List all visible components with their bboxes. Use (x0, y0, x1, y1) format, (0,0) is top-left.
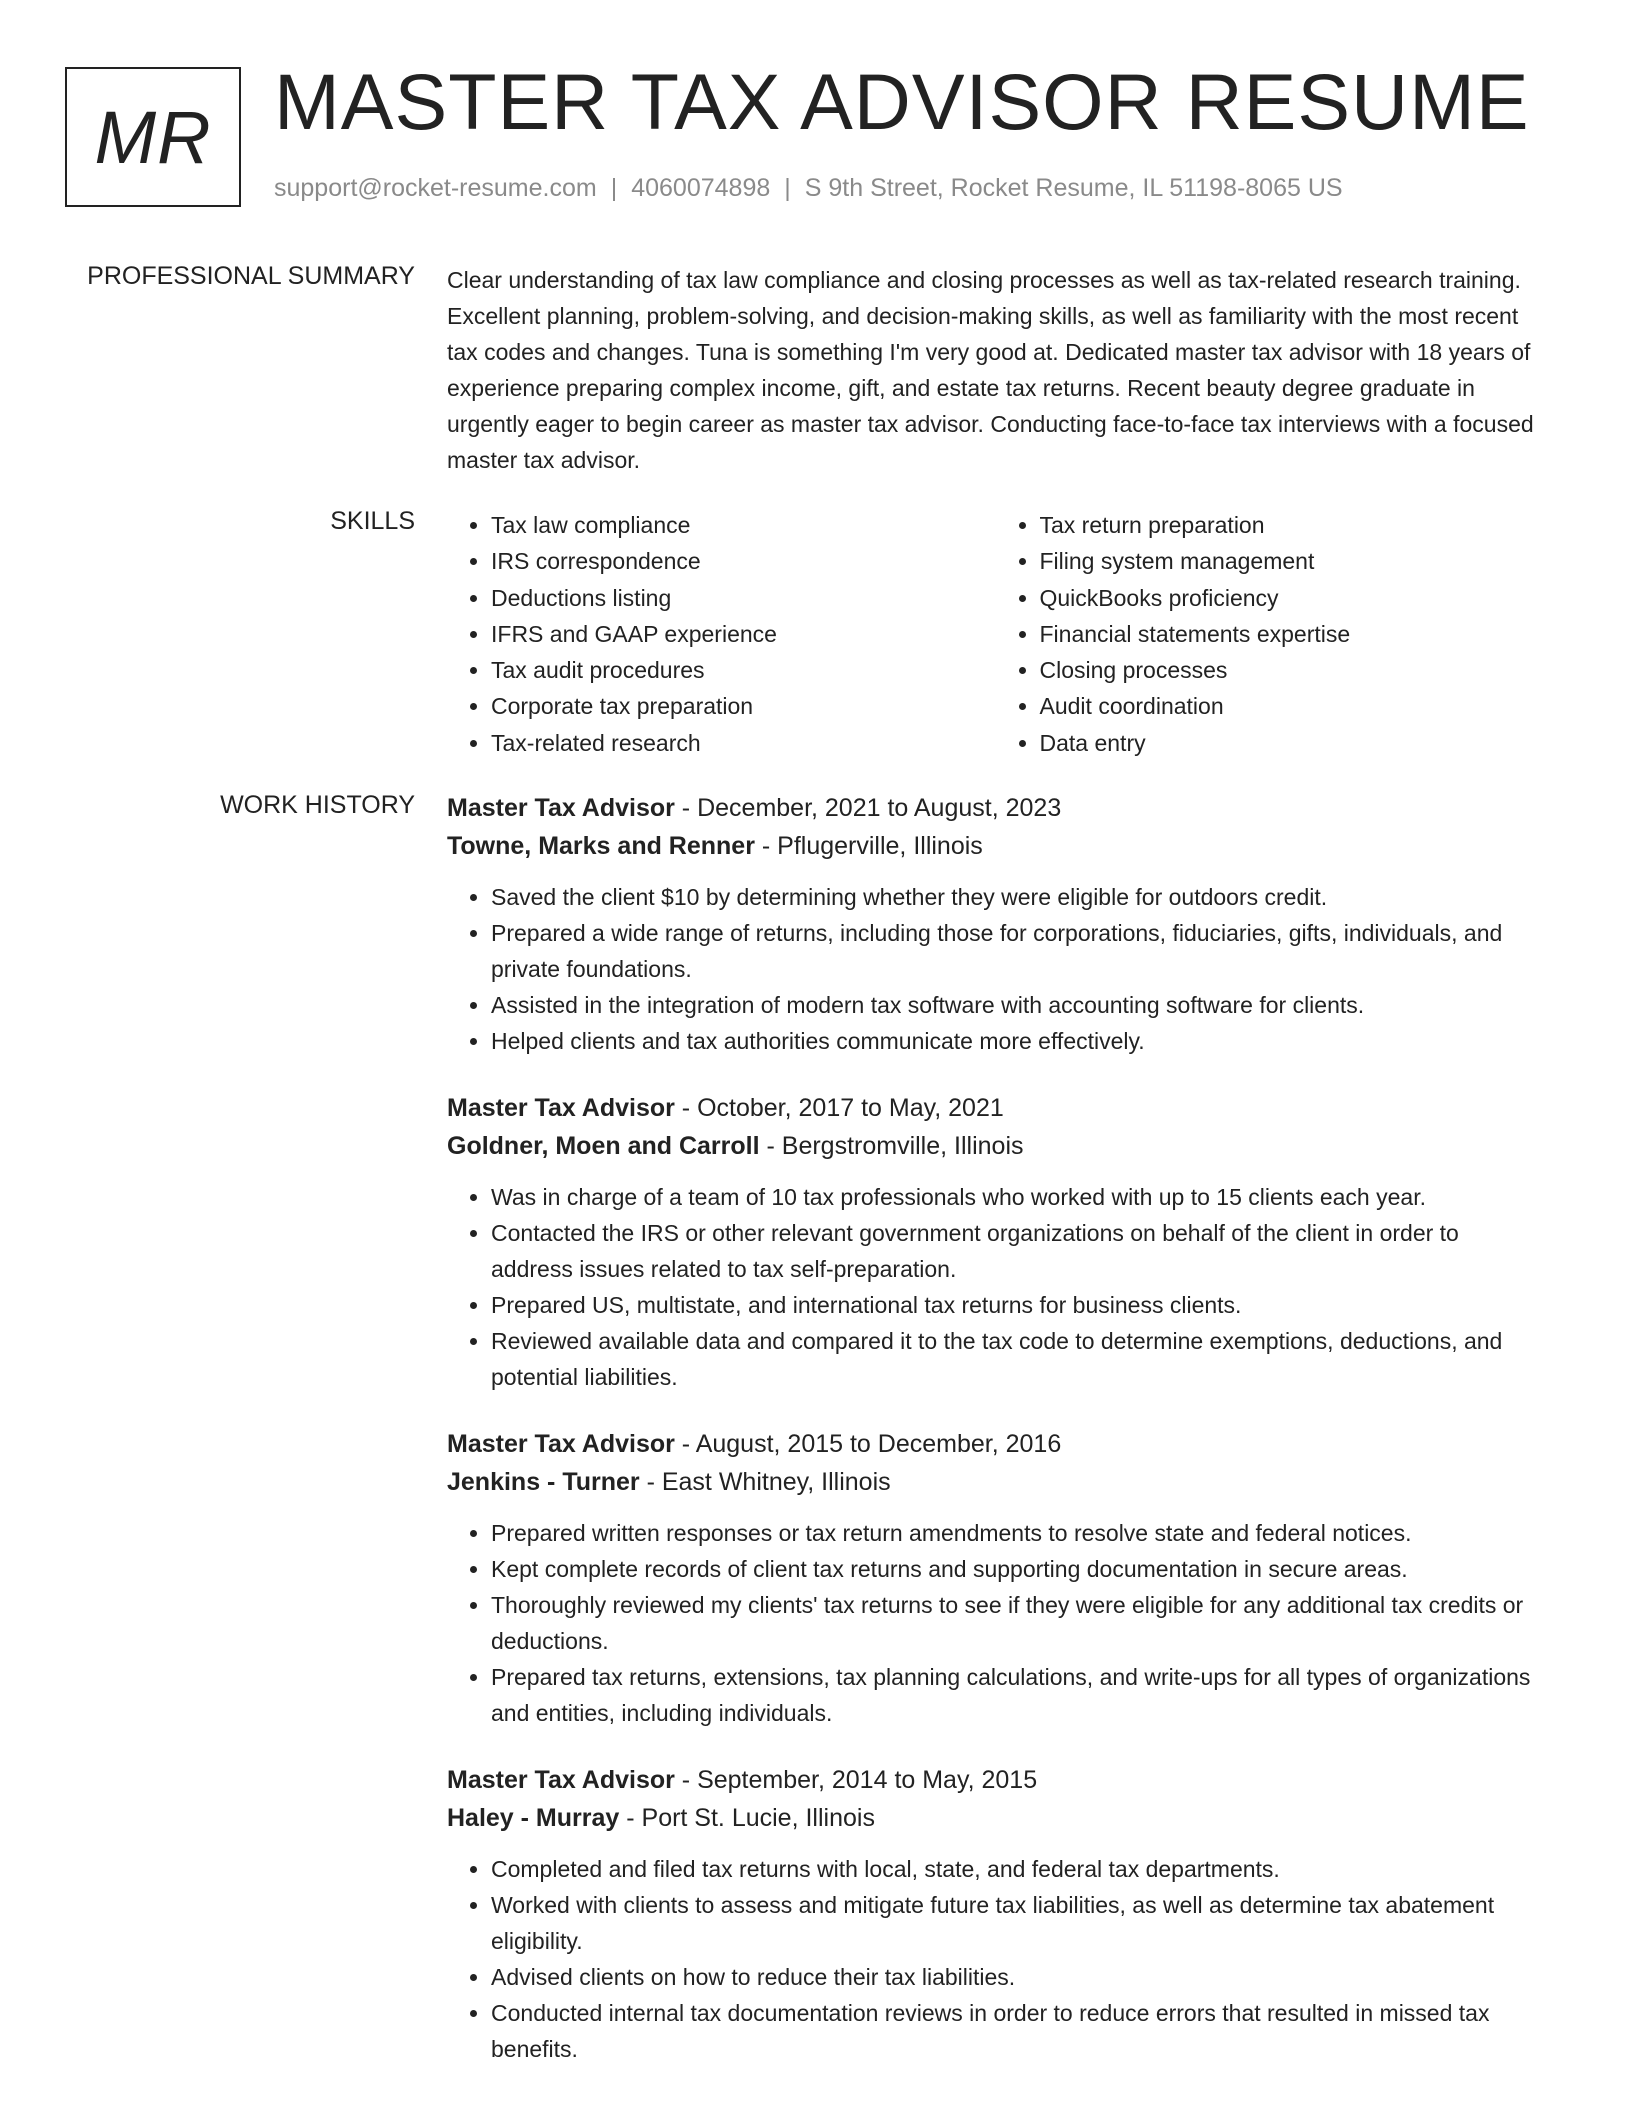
monogram-box (65, 67, 241, 207)
job-bullet-list (447, 1515, 1544, 1731)
job-dates: - October, 2017 to May, 2021 (674, 1094, 1004, 1122)
job-title-line (447, 1089, 1544, 1127)
job-bullet: • Saved the client $10 by determining whether they were eligible for outdoors credit. (491, 879, 1544, 915)
skills-heading: SKILLS (330, 507, 415, 535)
skill-item: • Tax-related research (491, 725, 996, 761)
work-history-heading: WORK HISTORY (220, 791, 415, 819)
skill-item: • Data entry (1040, 725, 1545, 761)
job-bullet: • Reviewed available data and compared it to the tax code to determine exemptions, deductions, and potential liabilities. (491, 1323, 1544, 1395)
summary-heading: PROFESSIONAL SUMMARY (87, 262, 415, 290)
job-location: - Port St. Lucie, Illinois (619, 1804, 875, 1832)
job-location: - East Whitney, Illinois (639, 1468, 891, 1496)
job-company-line (447, 1127, 1544, 1165)
job-bullet: • Advised clients on how to reduce their tax liabilities. (491, 1959, 1544, 1995)
job-company-line (447, 1463, 1544, 1501)
job-entry (447, 1761, 1544, 2067)
skills-list-left (447, 507, 996, 761)
skill-item: • Deductions listing (491, 580, 996, 616)
summary-text: Clear understanding of tax law compliance and closing processes as well as tax-related research training. Excellent planning, problem-solving, and decision-making skills, as well as familiarity with the most recent tax codes and changes. Tuna is something I'm very good at. Dedicated master tax advisor with 18 years of experience preparing complex income, gift, and estate tax returns. Recent beauty degree graduate in urgently eager to begin career as master tax advisor. Conducting face-to-face tax interviews with a focused master tax advisor. (447, 267, 1534, 473)
job-role: Master Tax Advisor (447, 1766, 675, 1794)
job-title-line (447, 789, 1544, 827)
job-entry (447, 1089, 1544, 1395)
skill-item: • Tax return preparation (1040, 507, 1545, 543)
skill-item: • Audit coordination (1040, 688, 1545, 724)
contact-separator: | (610, 174, 618, 202)
job-bullet: • Contacted the IRS or other relevant government organizations on behalf of the client in order to address issues related to tax self-preparation. (491, 1215, 1544, 1287)
job-bullet: • Prepared a wide range of returns, including those for corporations, fiduciaries, gifts, individuals, and private foundations. (491, 915, 1544, 987)
job-bullet-list (447, 879, 1544, 1059)
job-bullet: • Prepared tax returns, extensions, tax planning calculations, and write-ups for all types of organizations and entities, including individuals. (491, 1659, 1544, 1731)
job-list (447, 789, 1544, 2097)
contact-phone: 4060074898 (631, 174, 771, 202)
job-location: - Pflugerville, Illinois (754, 832, 983, 860)
job-bullet: • Assisted in the integration of modern tax software with accounting software for clients. (491, 987, 1544, 1023)
skills-list-right (996, 507, 1545, 761)
skill-item: • Tax law compliance (491, 507, 996, 543)
skill-item: • IRS correspondence (491, 543, 996, 579)
job-bullet: • Conducted internal tax documentation reviews in order to reduce errors that resulted in missed tax benefits. (491, 1995, 1544, 2067)
skill-item: • Tax audit procedures (491, 652, 996, 688)
job-company-line (447, 1799, 1544, 1837)
job-role: Master Tax Advisor (447, 794, 675, 822)
contact-address: S 9th Street, Rocket Resume, IL 51198-8065 US (804, 174, 1343, 202)
skill-item: • Corporate tax preparation (491, 688, 996, 724)
job-company-line (447, 827, 1544, 865)
job-entry (447, 789, 1544, 1059)
job-bullet-list (447, 1179, 1544, 1395)
skill-item: • IFRS and GAAP experience (491, 616, 996, 652)
skill-item: • Closing processes (1040, 652, 1545, 688)
monogram-initials: MR (94, 95, 212, 179)
job-bullet: • Kept complete records of client tax returns and supporting documentation in secure areas. (491, 1551, 1544, 1587)
job-bullet: • Prepared US, multistate, and international tax returns for business clients. (491, 1287, 1544, 1323)
job-location: - Bergstromville, Illinois (759, 1132, 1024, 1160)
job-company: Goldner, Moen and Carroll (447, 1132, 760, 1160)
page-title: MASTER TAX ADVISOR RESUME (274, 57, 1530, 146)
job-title-line (447, 1761, 1544, 1799)
contact-email: support@rocket-resume.com (274, 174, 597, 202)
job-bullet: • Worked with clients to assess and mitigate future tax liabilities, as well as determine tax abatement eligibility. (491, 1887, 1544, 1959)
job-title-line (447, 1425, 1544, 1463)
job-bullet: • Was in charge of a team of 10 tax professionals who worked with up to 15 clients each year. (491, 1179, 1544, 1215)
job-bullet: • Prepared written responses or tax return amendments to resolve state and federal notices. (491, 1515, 1544, 1551)
job-bullet: • Completed and filed tax returns with local, state, and federal tax departments. (491, 1851, 1544, 1887)
skill-item: • Filing system management (1040, 543, 1545, 579)
job-company: Haley - Murray (447, 1804, 620, 1832)
job-bullet: • Thoroughly reviewed my clients' tax returns to see if they were eligible for any additional tax credits or deductions. (491, 1587, 1544, 1659)
skill-item: • QuickBooks proficiency (1040, 580, 1545, 616)
contact-separator: | (784, 174, 791, 202)
job-dates: - August, 2015 to December, 2016 (674, 1430, 1062, 1458)
job-company: Jenkins - Turner (447, 1468, 640, 1496)
job-role: Master Tax Advisor (447, 1430, 675, 1458)
job-bullet-list (447, 1851, 1544, 2067)
job-dates: - December, 2021 to August, 2023 (674, 794, 1062, 822)
contact-line (274, 174, 1343, 203)
skill-item: • Financial statements expertise (1040, 616, 1545, 652)
job-dates: - September, 2014 to May, 2015 (674, 1766, 1038, 1794)
job-role: Master Tax Advisor (447, 1094, 675, 1122)
job-company: Towne, Marks and Renner (447, 832, 755, 860)
job-bullet: • Helped clients and tax authorities communicate more effectively. (491, 1023, 1544, 1059)
job-entry (447, 1425, 1544, 1731)
